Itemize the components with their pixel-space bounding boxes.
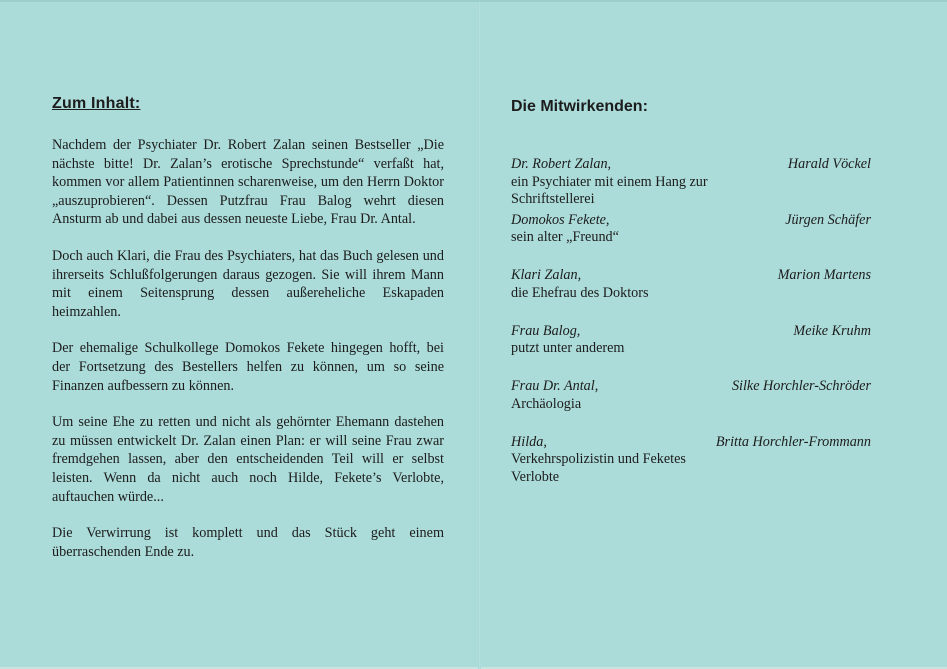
synopsis-section xyxy=(52,95,444,579)
actor-name: Britta Horchler-Frommann xyxy=(715,433,871,450)
cast-entry xyxy=(511,323,871,379)
actor-name: Silke Horchler-Schröder xyxy=(731,378,871,394)
role-description: Archäologia xyxy=(511,395,582,412)
cast-entry xyxy=(511,378,871,434)
fold-line xyxy=(478,2,481,669)
cast-entry xyxy=(511,212,871,268)
cast-heading: Die Mitwirkenden: xyxy=(511,98,648,115)
cast-section xyxy=(511,98,871,489)
synopsis-paragraph: Doch auch Klari, die Frau des Psychiaters, hat das Buch gelesen und ihrerseits Schlußfolgerungen daraus gezogen. Sie will ihrem Mann mit einem Seitensprung dessen außereheliche Eskapaden heimzahlen. xyxy=(52,247,444,320)
role-description: ein Psychiater mit einem Hang zur Schriftstellerei xyxy=(511,173,708,207)
role-name: Klari Zalan, xyxy=(511,267,582,283)
role-name: Frau Dr. Antal, xyxy=(511,378,599,394)
role-name: Dr. Robert Zalan, xyxy=(511,156,612,172)
actor-name: Jürgen Schäfer xyxy=(785,211,871,228)
actor-name: Harald Vöckel xyxy=(787,156,871,172)
synopsis-heading: Zum Inhalt: xyxy=(52,95,141,112)
cast-entry xyxy=(511,434,871,490)
role-name: Frau Balog, xyxy=(511,322,581,339)
synopsis-paragraph: Nachdem der Psychiater Dr. Robert Zalan seinen Bestseller „Die nächste bitte! Dr. Zalan’s erotische Sprechstunde“ verfaßt hat, kommen vor allem Patientinnen scharenweise, um den Herrn Doktor „auszuprobieren“. Dessen Putzfrau Frau Balog wehrt diesen Ansturm ab und dabei aus dessen neueste Liebe, Frau Dr. Antal. xyxy=(52,137,444,228)
role-description: Verkehrspolizistin und Feketes Verlobte xyxy=(511,451,686,485)
actor-name: Marion Martens xyxy=(777,267,871,283)
role-description: sein alter „Freund“ xyxy=(511,229,619,245)
role-description: putzt unter anderem xyxy=(511,340,625,356)
actor-name: Meike Kruhm xyxy=(793,322,871,339)
cast-entry xyxy=(511,156,871,212)
role-description: die Ehefrau des Doktors xyxy=(511,284,649,301)
role-name: Hilda, xyxy=(511,433,547,450)
synopsis-paragraph: Um seine Ehe zu retten und nicht als gehörnter Ehemann dastehen zu müssen entwickelt Dr. Zalan einen Plan: er will seine Frau zwar fremdgehen lassen, aber den entscheidenden Teil will er selbst leisten. Wenn da nicht auch noch Hilde, Fekete’s Verlobte, auftauchen würde... xyxy=(52,414,444,505)
synopsis-paragraph: Der ehemalige Schulkollege Domokos Fekete hingegen hofft, bei der Fortsetzung des Bestellers helfen zu können, um so seine Finanzen aufbessern zu können. xyxy=(52,340,444,394)
cast-entry xyxy=(511,267,871,323)
synopsis-paragraph: Die Verwirrung ist komplett und das Stück geht einem überraschenden Ende zu. xyxy=(52,525,444,560)
role-name: Domokos Fekete, xyxy=(511,211,610,228)
